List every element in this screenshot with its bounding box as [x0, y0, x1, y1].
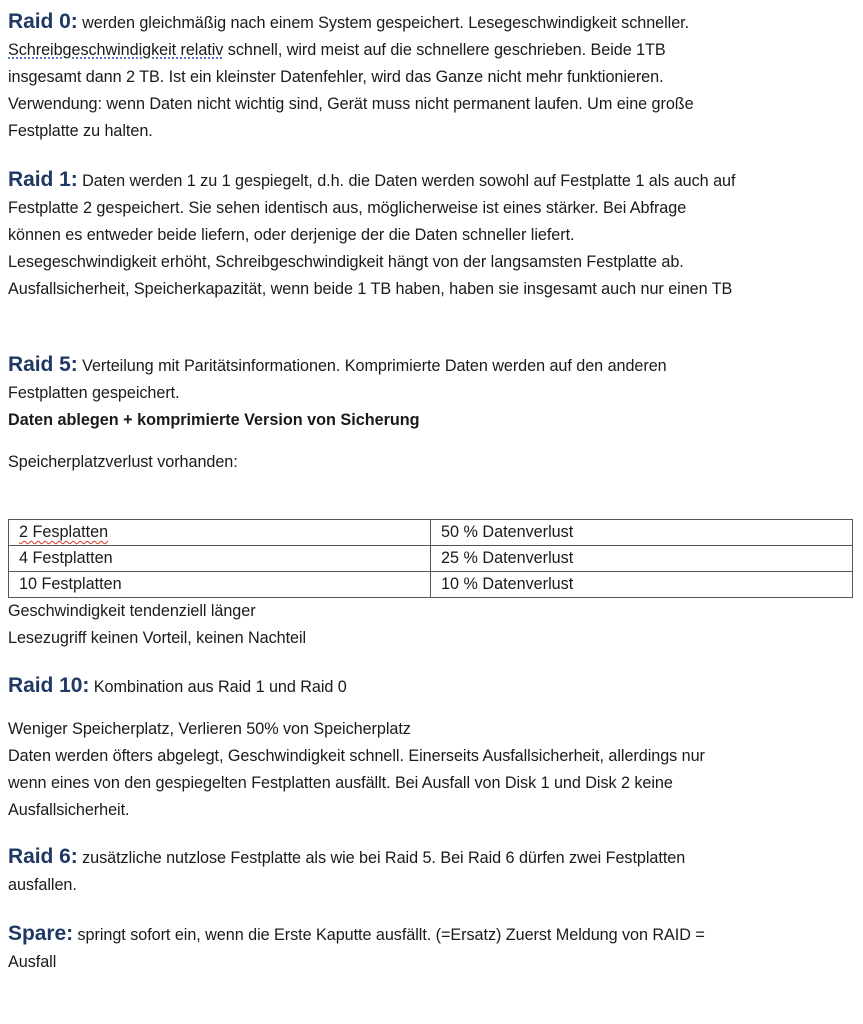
table-row: [9, 572, 853, 598]
section-raid5: [8, 351, 856, 476]
raid10-text-line: Ausfallsicherheit.: [8, 801, 130, 819]
table-cell-disks: 4 Festplatten: [9, 546, 431, 572]
raid10-text-line: Kombination aus Raid 1 und Raid 0: [89, 678, 347, 696]
raid1-text-line: Ausfallsicherheit, Speicherkapazität, wenn beide 1 TB haben, haben sie insgesamt auch nur einen TB: [8, 280, 733, 298]
raid1-text-line: Festplatte 2 gespeichert. Sie sehen identisch aus, möglicherweise ist eines stärker. Bei Abfrage: [8, 199, 687, 217]
raid0-text-line: Verwendung: wenn Daten nicht wichtig sind, Gerät muss nicht permanent laufen. Um eine große: [8, 95, 694, 113]
heading-raid0: Raid 0:: [8, 10, 78, 33]
raid5-after-table: [8, 598, 856, 652]
section-raid0: [8, 8, 856, 145]
raid5-text-line: Geschwindigkeit tendenziell länger: [8, 602, 256, 620]
table-row: [9, 520, 853, 546]
raid0-text-line: Festplatte zu halten.: [8, 122, 153, 140]
heading-spare: Spare:: [8, 922, 74, 945]
raid1-text-line: können es entweder beide liefern, oder derjenige der die Daten schneller liefert.: [8, 226, 575, 244]
raid5-text-line: Verteilung mit Paritätsinformationen. Komprimierte Daten werden auf den anderen: [77, 357, 667, 375]
section-raid10: [8, 672, 856, 824]
raid0-text-line: insgesamt dann 2 TB. Ist ein kleinster Datenfehler, wird das Ganze nicht mehr funktionieren.: [8, 68, 664, 86]
heading-raid10: Raid 10:: [8, 674, 90, 697]
section-raid6: [8, 843, 856, 899]
raid10-text-line: wenn eines von den gespiegelten Festplatten ausfällt. Bei Ausfall von Disk 1 und Disk 2 keine: [8, 774, 673, 792]
heading-raid6: Raid 6:: [8, 845, 78, 868]
raid6-text-line: zusätzliche nutzlose Festplatte als wie bei Raid 5. Bei Raid 6 dürfen zwei Festplatten: [77, 849, 686, 867]
section-spare: [8, 920, 856, 976]
loss-table-wrapper: [8, 519, 856, 598]
spare-text-line: springt sofort ein, wenn die Erste Kaputte ausfällt. (=Ersatz) Zuerst Meldung von RAID =: [73, 926, 705, 944]
grammar-flagged-text[interactable]: Schreibgeschwindigkeit relativ: [8, 41, 224, 59]
raid1-text-line: Lesegeschwindigkeit erhöht, Schreibgeschwindigkeit hängt von der langsamsten Festplatte ab.: [8, 253, 684, 271]
raid6-text-line: ausfallen.: [8, 876, 77, 894]
raid5-text-line: Festplatten gespeichert.: [8, 384, 180, 402]
table-cell-disks: [9, 520, 431, 546]
heading-raid1: Raid 1:: [8, 168, 78, 191]
raid1-text-line: Daten werden 1 zu 1 gespiegelt, d.h. die Daten werden sowohl auf Festplatte 1 als auch auf: [77, 172, 736, 190]
raid5-loss-intro: Speicherplatzverlust vorhanden:: [8, 453, 238, 471]
raid5-text-line: Lesezugriff keinen Vorteil, keinen Nachteil: [8, 629, 307, 647]
raid10-text-line: Daten werden öfters abgelegt, Geschwindigkeit schnell. Einerseits Ausfallsicherheit, allerdings nur: [8, 747, 705, 765]
table-cell-disks: 10 Festplatten: [9, 572, 431, 598]
raid10-text-line: Weniger Speicherplatz, Verlieren 50% von Speicherplatz: [8, 720, 411, 738]
table-cell-loss: 25 % Datenverlust: [431, 546, 853, 572]
section-raid1: [8, 166, 856, 303]
heading-raid5: Raid 5:: [8, 353, 78, 376]
raid0-text-line: schnell, wird meist auf die schnellere geschrieben. Beide 1TB: [223, 41, 666, 59]
table-row: [9, 546, 853, 572]
table-cell-loss: 50 % Datenverlust: [431, 520, 853, 546]
spellcheck-flagged-text[interactable]: 2 Fesplatten: [19, 523, 109, 541]
spare-text-line: Ausfall: [8, 953, 57, 971]
raid0-text-line: werden gleichmäßig nach einem System gespeichert. Lesegeschwindigkeit schneller.: [77, 14, 690, 32]
table-cell-loss: 10 % Datenverlust: [431, 572, 853, 598]
raid5-bold-note: Daten ablegen + komprimierte Version von Sicherung: [8, 411, 420, 429]
storage-loss-table: [8, 519, 853, 598]
